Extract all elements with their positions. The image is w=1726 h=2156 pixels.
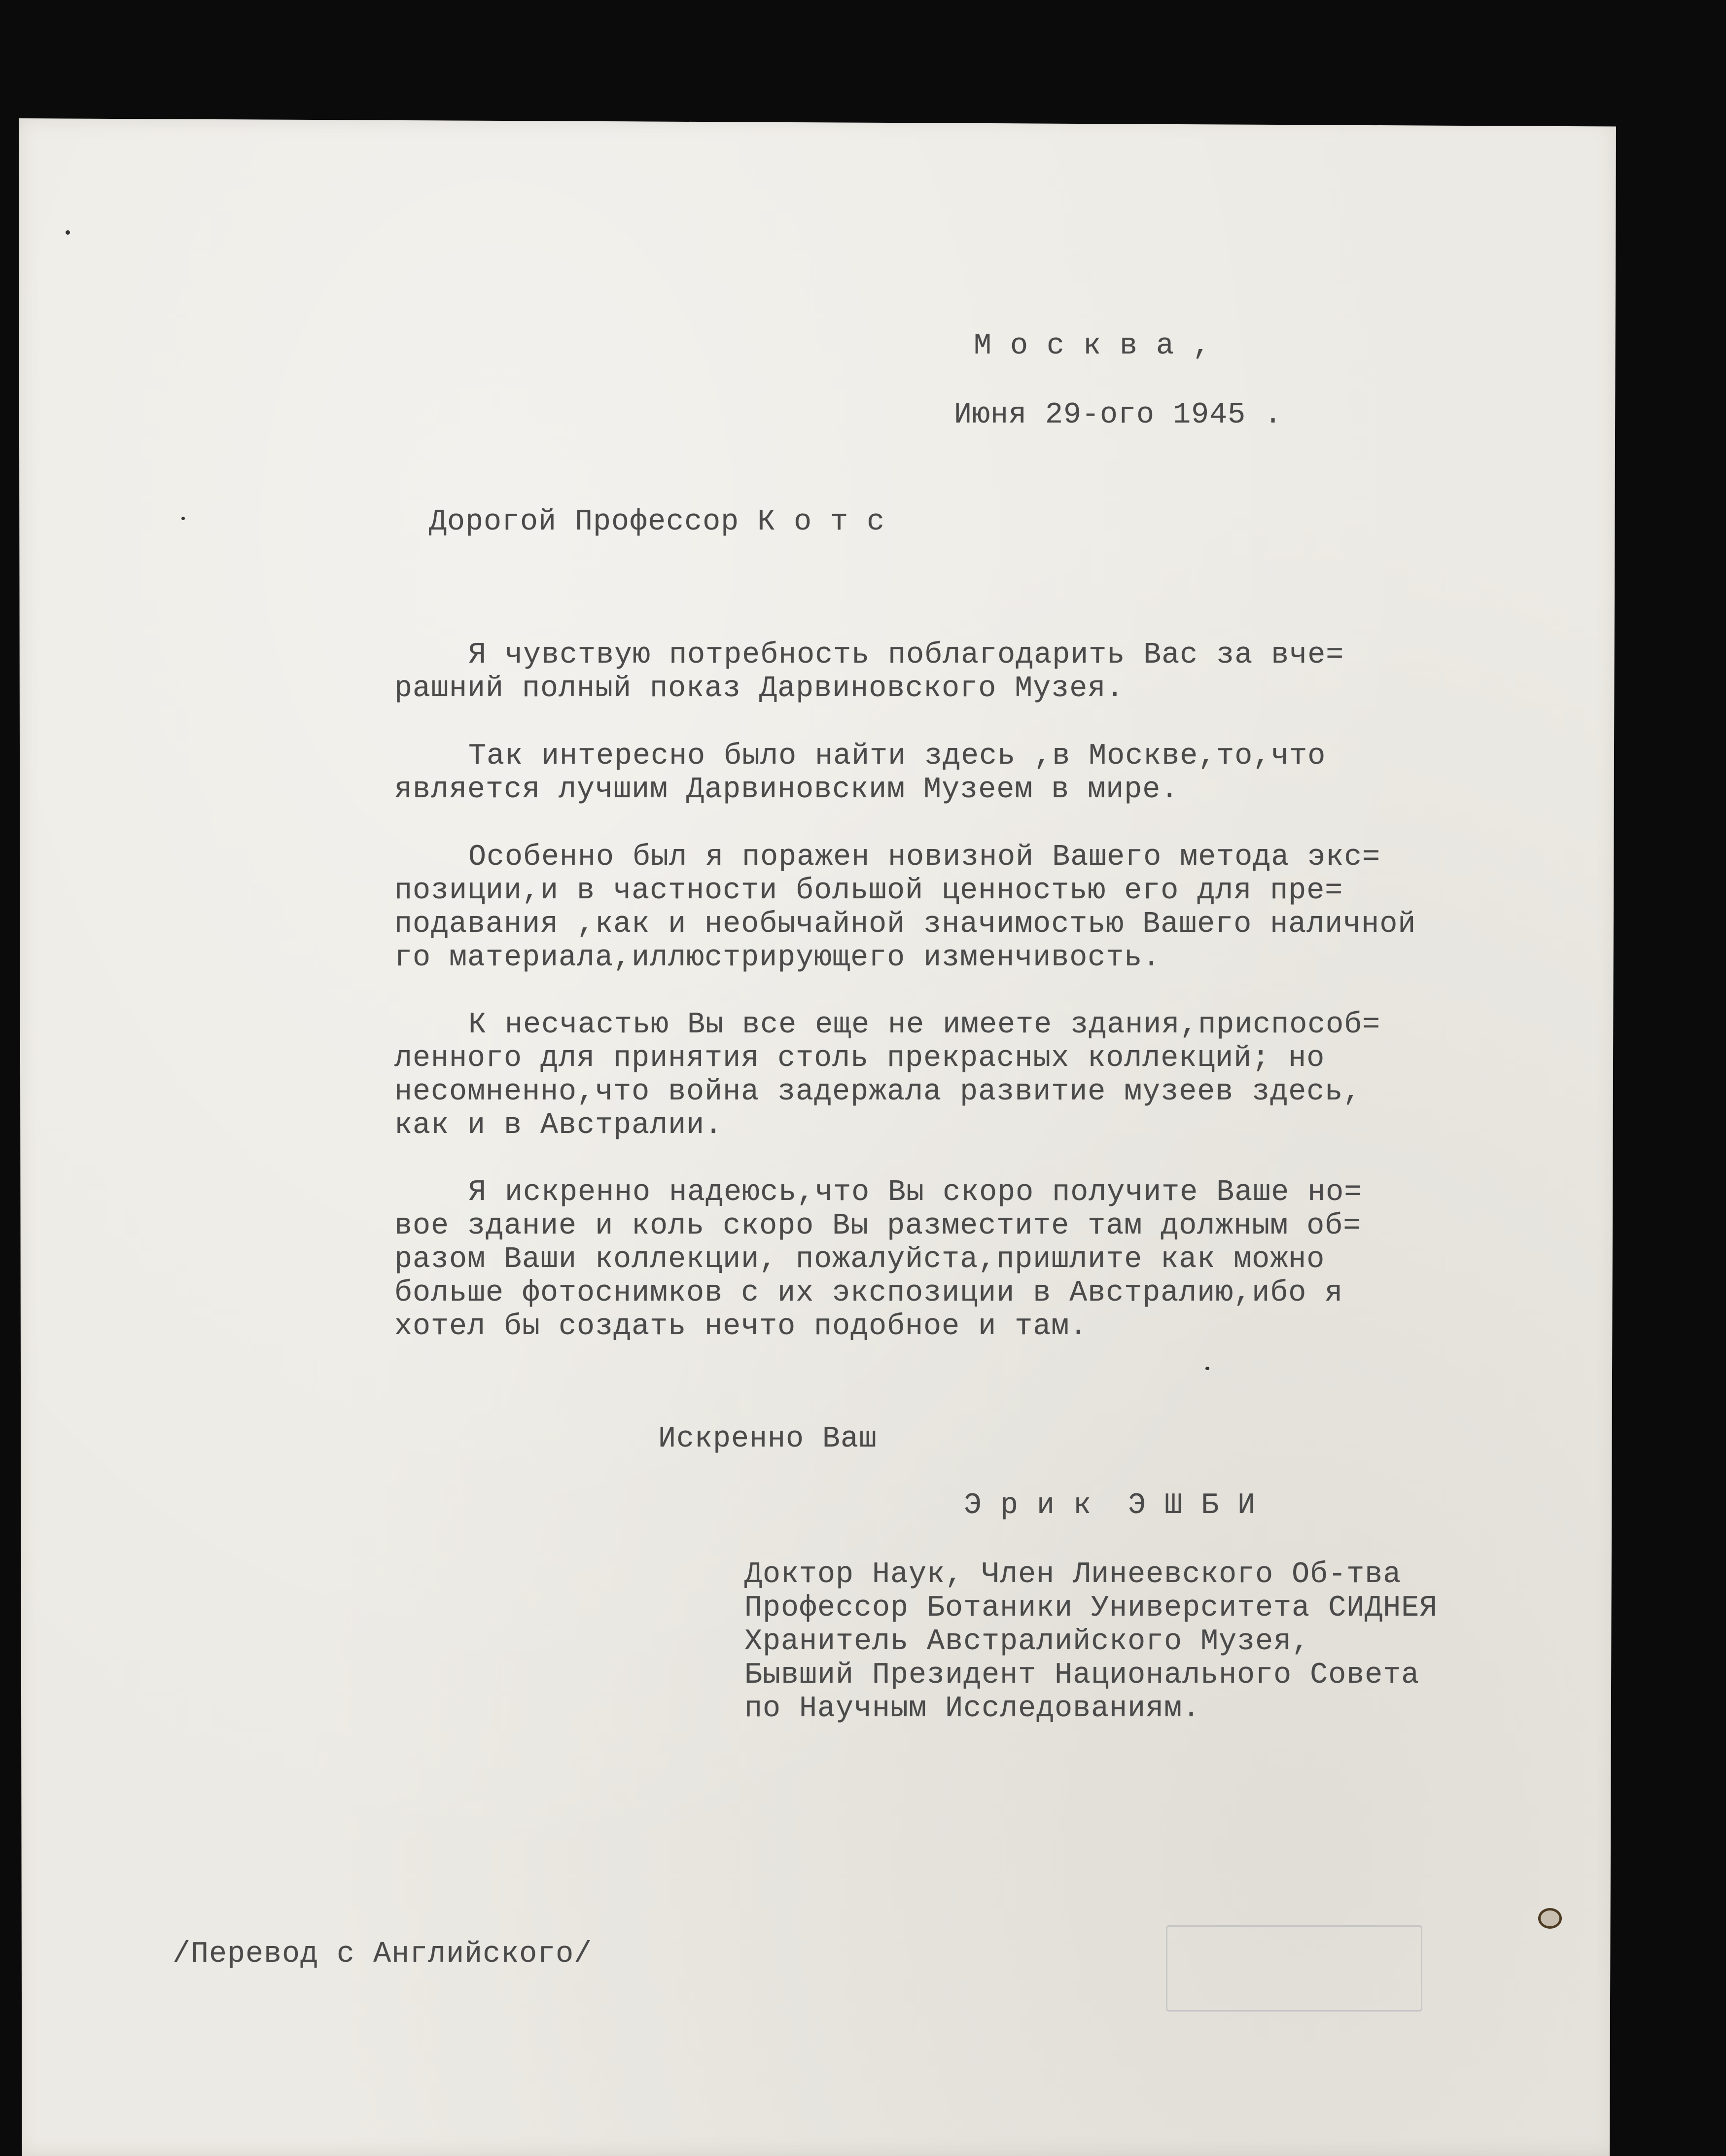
letter-paragraph-2: [394, 740, 1326, 807]
ink-speck: [66, 230, 70, 235]
credential-line: Профессор Ботаники Университета СИДНЕЯ: [744, 1591, 1438, 1625]
paragraph-line: вое здание и коль скоро Вы разместите там должным об=: [394, 1209, 1362, 1243]
paragraph-line: разом Ваши коллекции, пожалуйста,пришлите как можно: [394, 1243, 1325, 1276]
credential-line: по Научным Исследованиям.: [744, 1692, 1201, 1726]
credential-line: Бывший Президент Национального Совета: [744, 1659, 1420, 1692]
paragraph-line: хотел бы создать нечто подобное и там.: [394, 1310, 1088, 1343]
letter-date: Июня 29-ого 1945 .: [954, 398, 1283, 432]
paragraph-line: Особенно был я поражен новизной Вашего метода экс=: [468, 841, 1381, 874]
letter-paragraph-1: [394, 638, 1344, 706]
paragraph-line: позиции,и в частности большой ценностью его для пре=: [394, 874, 1343, 908]
paragraph-line: больше фотоснимков с их экспозиции в Австралию,ибо я: [394, 1276, 1343, 1310]
translation-note: /Перевод с Английского/: [173, 1938, 593, 1971]
paragraph-line: подавания ,как и необычайной значимостью Вашего наличной: [394, 908, 1416, 941]
letter-paragraph-4: [394, 1008, 1380, 1142]
paragraph-line: го материала,иллюстрирующего изменчивость.: [394, 941, 1161, 975]
credential-line: Хранитель Австралийского Музея,: [744, 1625, 1310, 1659]
paragraph-line: ленного для принятия столь прекрасных коллекций; но: [394, 1042, 1325, 1075]
paragraph-line: Я искренно надеюсь,что Вы скоро получите Ваше но=: [468, 1176, 1363, 1209]
paragraph-line: рашний полный показ Дарвиновского Музея.: [394, 672, 1125, 706]
letter-paragraph-3: [394, 841, 1416, 975]
paragraph-line: как и в Австралии.: [394, 1109, 723, 1142]
ink-speck: [181, 517, 185, 520]
credential-line: Доктор Наук, Член Линеевского Об-тва: [744, 1558, 1402, 1591]
ink-speck: [1205, 1367, 1209, 1370]
letter-paragraph-5: [394, 1176, 1362, 1343]
letter-closing: Искренно Ваш: [658, 1422, 878, 1456]
faded-archive-stamp: [1166, 1925, 1422, 2012]
letter-signature: Э р и к Э Ш Б И: [964, 1489, 1256, 1522]
signer-credentials: [744, 1558, 1438, 1726]
letter-place: М о с к в а ,: [974, 329, 1211, 363]
rust-stain: [1538, 1908, 1562, 1929]
paragraph-line: является лучшим Дарвиновским Музеем в мире.: [394, 773, 1179, 807]
paragraph-line: Так интересно было найти здесь ,в Москве,то,что: [468, 740, 1326, 773]
paragraph-line: несомненно,что война задержала развитие музеев здесь,: [394, 1075, 1362, 1109]
letter-salutation: Дорогой Профессор К о т с: [429, 505, 885, 539]
paragraph-line: К несчастью Вы все еще не имеете здания,приспособ=: [468, 1008, 1381, 1042]
paragraph-line: Я чувствую потребность поблагодарить Вас за вче=: [468, 638, 1344, 672]
